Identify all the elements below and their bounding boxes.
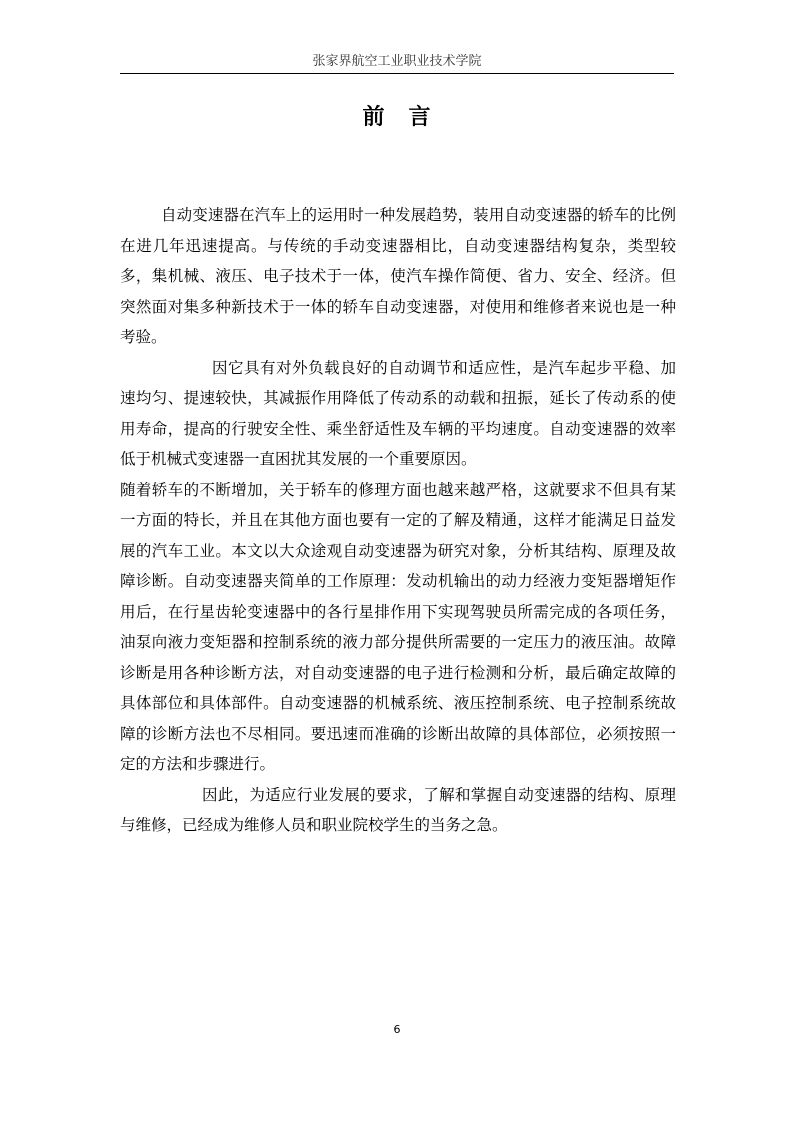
page-number: 6	[393, 1023, 401, 1036]
paragraph-3: 随着轿车的不断增加，关于轿车的修理方面也越来越严格，这就要求不但具有某一方面的特长，并且在其他方面也要有一定的了解及精通，这样才能满足日益发展的汽车工业。本文以大众途观自动变速器为研究对象，分析其结构、原理及故障诊断。自动变速器夹简单的工作原理：发动机输出的动力经液力变矩器增矩作用后，在行星齿轮变速器中的各行星排作用下实现驾驶员所需完成的各项任务，油泵向液力变矩器和控制系统的液力部分提供所需要的一定压力的液压油。故障诊断是用各种诊断方法，对自动变速器的电子进行检测和分析，最后确定故障的具体部位和具体部件。自动变速器的机械系统、液压控制系统、电子控制系统故障的诊断方法也不尽相同。要迅速而准确的诊断出故障的具体部位，必须按照一定的方法和步骤进行。	[120, 480, 676, 773]
page-title: 前 言	[362, 105, 432, 130]
paragraph-1: 自动变速器在汽车上的运用时一种发展趋势，装用自动变速器的轿车的比例在进几年迅速提高。与传统的手动变速器相比，自动变速器结构复杂，类型较多，集机械、液压、电子技术于一体，使汽车操作简便、省力、安全、经济。但突然面对集多种新技术于一体的轿车自动变速器，对使用和维修者来说也是一种考验。	[120, 206, 676, 346]
page-header: 张家界航空工业职业技术学院	[312, 54, 482, 69]
header-rule	[120, 73, 674, 74]
paragraph-2: 因它具有对外负载良好的自动调节和适应性，是汽车起步平稳、加速均匀、提速较快，其减振作用降低了传动系的动载和扭振，延长了传动系的使用寿命，提高的行驶安全性、乘坐舒适性及车辆的平均速度。自动变速器的效率低于机械式变速器一直困扰其发展的一个重要原因。	[120, 358, 676, 468]
paragraph-4: 因此，为适应行业发展的要求，了解和掌握自动变速器的结构、原理与维修，已经成为维修人员和职业院校学生的当务之急。	[120, 785, 676, 834]
body-text	[120, 200, 676, 841]
